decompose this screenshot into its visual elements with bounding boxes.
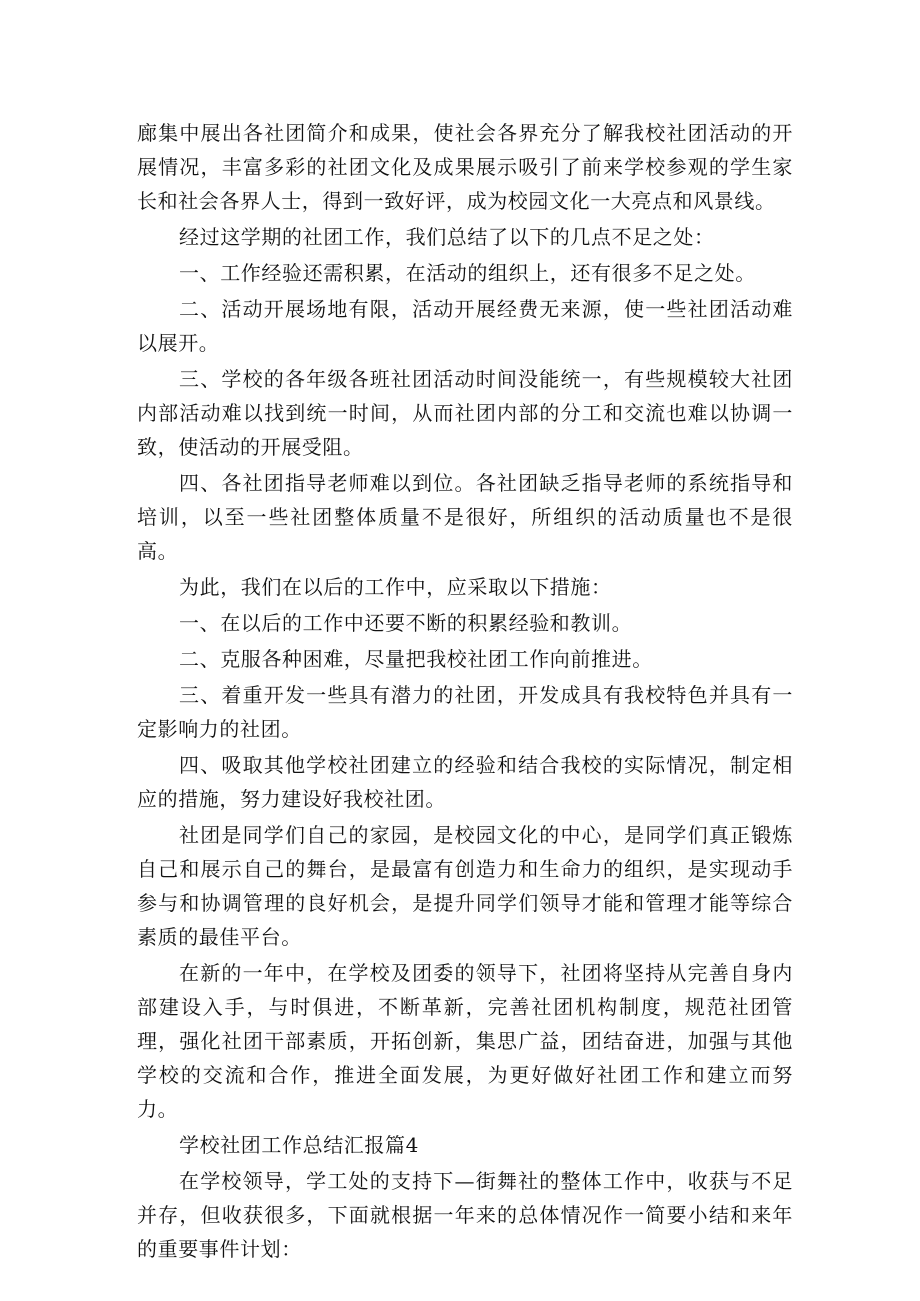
paragraph-shortcoming-3: 三、学校的各年级各班社团活动时间没能统一，有些规模较大社团内部活动难以找到统一时间，从而社团内部的分工和交流也难以协调一致，使活动的开展受阻。 bbox=[137, 367, 793, 459]
document-body bbox=[137, 116, 793, 1268]
paragraph-shortcoming-1: 一、工作经验还需积累，在活动的组织上，还有很多不足之处。 bbox=[179, 261, 756, 285]
paragraph-continuation: 廊集中展出各社团简介和成果，使社会各界充分了解我校社团活动的开展情况，丰富多彩的社团文化及成果展示吸引了前来学校参观的学生家长和社会各界人士，得到一致好评，成为校园文化一大亮点和风景线。 bbox=[137, 121, 793, 213]
paragraph-shortcoming-4: 四、各社团指导老师难以到位。各社团缺乏指导老师的系统指导和培训，以至一些社团整体质量不是很好，所组织的活动质量也不是很高。 bbox=[137, 471, 793, 563]
paragraph-shortcomings-intro: 经过这学期的社团工作，我们总结了以下的几点不足之处： bbox=[179, 225, 715, 249]
paragraph-measures-intro: 为此，我们在以后的工作中，应采取以下措施： bbox=[179, 575, 612, 599]
paragraph-measure-2: 二、克服各种困难，尽量把我校社团工作向前推进。 bbox=[179, 647, 653, 671]
paragraph-measure-4: 四、吸取其他学校社团建立的经验和结合我校的实际情况，制定相应的措施，努力建设好我校社团。 bbox=[137, 753, 793, 811]
paragraph-new-year-plan: 在新的一年中，在学校及团委的领导下，社团将坚持从完善自身内部建设入手，与时俱进，不断革新，完善社团机构制度，规范社团管理，强化社团干部素质，开拓创新，集思广益，团结奋进，加强与其他学校的交流和合作，推进全面发展，为更好做好社团工作和建立而努力。 bbox=[137, 961, 793, 1121]
paragraph-club-significance: 社团是同学们自己的家园，是校园文化的中心，是同学们真正锻炼自己和展示自己的舞台，是最富有创造力和生命力的组织，是实现动手参与和协调管理的良好机会，是提升同学们领导才能和管理才能等综合素质的最佳平台。 bbox=[137, 823, 793, 949]
paragraph-measure-3: 三、着重开发一些具有潜力的社团，开发成具有我校特色并具有一定影响力的社团。 bbox=[137, 683, 793, 741]
paragraph-section-4-intro: 在学校领导，学工处的支持下—街舞社的整体工作中，收获与不足并存，但收获很多，下面就根据一年来的总体情况作一简要小结和来年的重要事件计划： bbox=[137, 1169, 793, 1261]
section-heading: 学校社团工作总结汇报篇4 bbox=[179, 1133, 419, 1157]
paragraph-shortcoming-2: 二、活动开展场地有限，活动开展经费无来源，使一些社团活动难以展开。 bbox=[137, 297, 793, 355]
paragraph-measure-1: 一、在以后的工作中还要不断的积累经验和教训。 bbox=[179, 611, 633, 635]
